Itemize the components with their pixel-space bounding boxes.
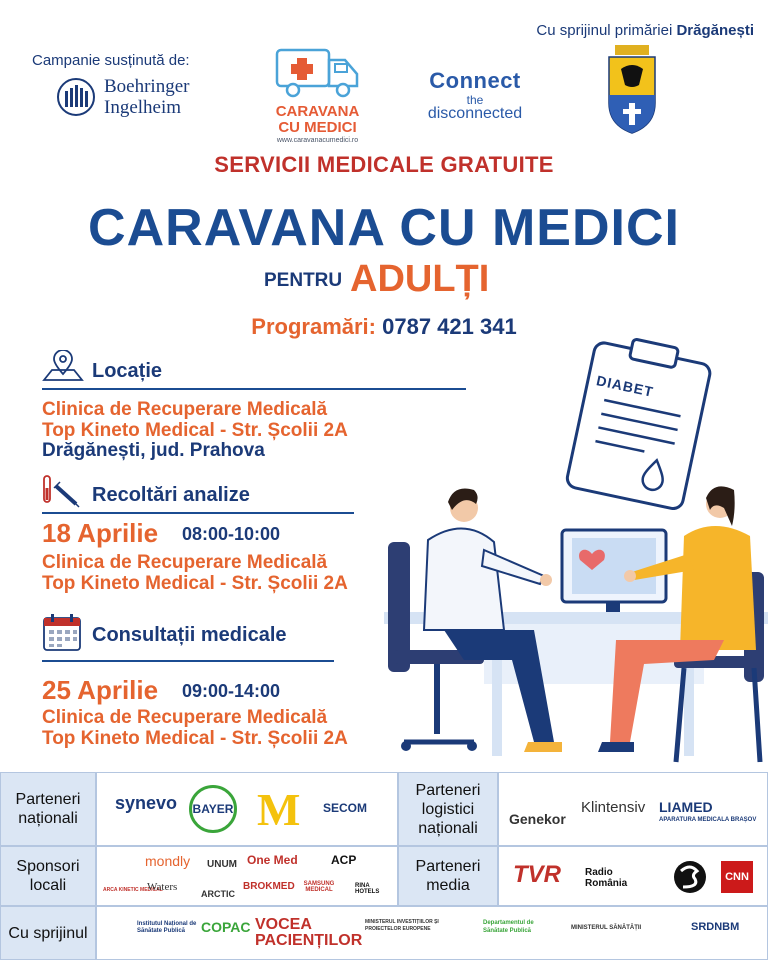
analyses-hours: 08:00-10:00 xyxy=(182,524,281,544)
consults-divider xyxy=(42,660,334,662)
location-line2: Top Kineto Medical - Str. Școlii 2A xyxy=(42,420,348,441)
syringe-icon xyxy=(42,474,82,508)
caravana-url: www.caravanacumedici.ro xyxy=(276,137,359,144)
channel-three-icon xyxy=(665,859,715,895)
synevo-logo: synevo xyxy=(115,793,178,813)
genekor-logo: Genekor xyxy=(509,811,566,827)
analyses-title: Recoltări analize xyxy=(92,484,250,506)
liamed-logo: LIAMED xyxy=(659,799,713,815)
location-line3: Drăgănești, jud. Prahova xyxy=(42,440,265,461)
local-sponsors-logos xyxy=(96,846,398,906)
arctic-logo: ARCTIC xyxy=(201,889,235,899)
tvr-logo: TVR xyxy=(513,861,561,888)
location-title: Locație xyxy=(92,360,163,382)
caravana-logo xyxy=(270,46,365,144)
unum-logo: UNUM xyxy=(207,859,237,870)
analyses-line2: Top Kineto Medical - Str. Școlii 2A xyxy=(42,573,348,594)
cnn-logo: CNN xyxy=(721,861,753,893)
support-label: Cu sprijinul xyxy=(0,906,96,960)
boehringer-line1: Boehringer xyxy=(104,76,190,97)
town-support xyxy=(536,22,754,39)
map-pin-icon xyxy=(42,350,84,384)
dsp-logo: Departamentul de Sănătate Publică xyxy=(483,920,534,934)
town-crest-icon xyxy=(607,45,657,135)
bayer-logo: BAYER xyxy=(189,785,237,833)
media-partners-logos xyxy=(498,846,768,906)
consults-date: 25 Aprilie xyxy=(42,675,159,705)
national-partners-logos xyxy=(96,772,398,846)
consults-hours: 09:00-14:00 xyxy=(182,681,281,701)
town-support-prefix: Cu sprijinul primăriei xyxy=(536,22,673,39)
logistic-partners-label: Parteneri logistici naționali xyxy=(398,772,498,846)
media-partners-label: Parteneri media xyxy=(398,846,498,906)
waters-logo: Waters xyxy=(147,881,178,893)
liamed-tagline: APARATURA MEDICALA BRAȘOV xyxy=(659,817,757,823)
logistic-partners-logos xyxy=(498,772,768,846)
mcdonalds-logo: M xyxy=(257,784,301,835)
rina-hotels-logo: RINA HOTELS xyxy=(355,883,380,895)
caravana-logo-line1: CARAVANA xyxy=(275,103,360,120)
clipboard-label: DIABET xyxy=(594,372,656,400)
supporters-logos xyxy=(96,906,768,960)
ministry-health-logo: MINISTERUL SĂNĂTĂȚII xyxy=(571,925,642,931)
connect-line3: disconnected xyxy=(427,105,523,122)
analyses-date: 18 Aprilie xyxy=(42,518,159,548)
appointments-label: Programări: xyxy=(251,314,376,339)
ambulance-icon xyxy=(273,46,363,98)
consults-line1: Clinica de Recuperare Medicală xyxy=(42,707,328,728)
analyses-divider xyxy=(42,512,354,514)
page-title: CARAVANA CU MEDICI xyxy=(88,199,680,257)
partners-footer xyxy=(0,772,768,960)
appointments-line xyxy=(0,314,768,340)
location-divider xyxy=(42,388,466,390)
onemed-logo: One Med xyxy=(247,853,298,867)
secom-logo: SECOM xyxy=(323,801,368,815)
free-services-subtitle: SERVICII MEDICALE GRATUITE xyxy=(214,152,554,177)
town-name: Drăgănești xyxy=(676,22,754,39)
klintensiv-logo: Klintensiv xyxy=(581,799,646,816)
audience-label: ADULȚI xyxy=(350,258,490,300)
samsung-medical-logo: SAMSUNG MEDICAL xyxy=(303,881,335,893)
vocea-pacientilor-logo: VOCEA PACIENȚILOR xyxy=(255,916,363,949)
consults-line2: Top Kineto Medical - Str. Școlii 2A xyxy=(42,728,348,749)
pentru-label: PENTRU xyxy=(264,270,343,291)
brokmed-logo: BROKMED xyxy=(243,881,295,892)
campaign-label: Campanie susținută de: xyxy=(32,52,190,69)
local-sponsors-label: Sponsori locali xyxy=(0,846,96,906)
caravana-logo-line2: CU MEDICI xyxy=(278,119,357,136)
mipe-logo: MINISTERUL INVESTIȚIILOR ȘI PROIECTELOR EUROPENE xyxy=(365,919,439,932)
location-line1: Clinica de Recuperare Medicală xyxy=(42,399,328,420)
boehringer-logo xyxy=(56,76,189,118)
boehringer-icon xyxy=(56,77,96,117)
connect-logo xyxy=(420,68,530,122)
consults-title: Consultații medicale xyxy=(92,624,287,646)
connect-line1: Connect xyxy=(429,68,521,93)
copac-logo: COPAC xyxy=(201,919,251,935)
acp-logo: ACP xyxy=(331,853,357,867)
arca-logo: ARCA KINETIC MEDICAL xyxy=(103,887,163,893)
insp-logo: Institutul Național de Sănătate Publică xyxy=(137,921,197,934)
radio-romania-logo: Radio România xyxy=(585,867,628,889)
connect-line2: the xyxy=(466,93,484,107)
srdnbm-logo: SRDNBM xyxy=(691,921,740,933)
calendar-icon xyxy=(42,612,82,652)
analyses-line1: Clinica de Recuperare Medicală xyxy=(42,552,328,573)
mondly-logo: mondly xyxy=(145,853,191,869)
doctor-patient-illustration xyxy=(384,480,768,770)
national-partners-label: Parteneri naționali xyxy=(0,772,96,846)
appointments-phone[interactable]: 0787 421 341 xyxy=(382,314,517,339)
boehringer-line2: Ingelheim xyxy=(104,97,182,118)
